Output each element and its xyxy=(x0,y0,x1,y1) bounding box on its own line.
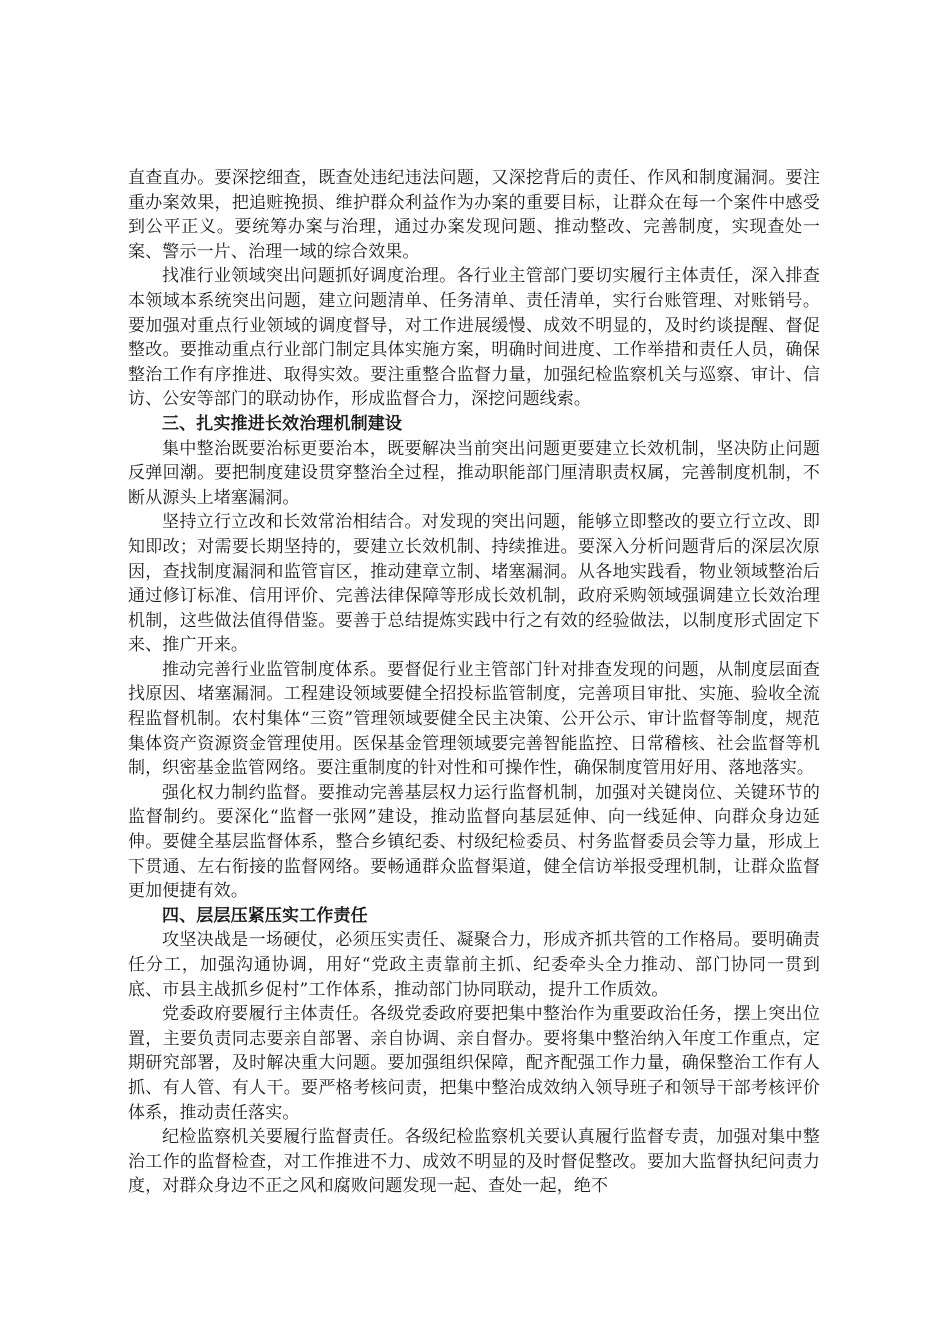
paragraph: 直查直办。要深挖细查，既查处违纪违法问题，又深挖背后的责任、作风和制度漏洞。要注重办案效果，把追赃挽损、维护群众利益作为办案的重要目标，让群众在每一个案件中感受到公平正义。要统筹办案与治理，通过办案发现问题、推动整改、完善制度，实现查处一案、警示一片、治理一域的综合效果。 xyxy=(128,168,820,262)
paragraph: 坚持立行立改和长效常治相结合。对发现的突出问题，能够立即整改的要立行立改、即知即改；对需要长期坚持的，要建立长效机制、持续推进。要深入分析问题背后的深层次原因，查找制度漏洞和监管盲区，推动建章立制、堵塞漏洞。从各地实践看，物业领域整治后通过修订标准、信用评价、完善法律保障等形成长效机制，政府采购领域强调建立长效治理机制，这些做法值得借鉴。要善于总结提炼实践中行之有效的经验做法，以制度形式固定下来、推广开来。 xyxy=(128,512,820,656)
paragraph: 推动完善行业监管制度体系。要督促行业主管部门针对排查发现的问题，从制度层面查找原因、堵塞漏洞。工程建设领域要健全招投标监管制度，完善项目审批、实施、验收全流程监督机制。农村集体“三资”管理领域要健全民主决策、公开公示、审计监督等制度，规范集体资产资源资金管理使用。医保基金管理领域要完善智能监控、日常稽核、社会监督等机制，织密基金监管网络。要注重制度的针对性和可操作性，确保制度管用好用、落地落实。 xyxy=(128,659,820,779)
section-heading: 四、层层压紧压实工作责任 xyxy=(162,905,368,926)
section-heading: 三、扎实推进长效治理机制建设 xyxy=(162,413,403,434)
paragraph: 找准行业领域突出问题抓好调度治理。各行业主管部门要切实履行主体责任，深入排查本领域本系统突出问题，建立问题清单、任务清单、责任清单，实行台账管理、对账销号。要加强对重点行业领域的调度督导，对工作进展缓慢、成效不明显的，及时约谈提醒、督促整改。要推动重点行业部门制定具体实施方案，明确时间进度、工作举措和责任人员，确保整治工作有序推进、取得实效。要注重整合监督力量，加强纪检监察机关与巡察、审计、信访、公安等部门的联动协作，形成监督合力，深挖问题线索。 xyxy=(128,266,820,410)
paragraph: 集中整治既要治标更要治本，既要解决当前突出问题更要建立长效机制，坚决防止问题反弹回潮。要把制度建设贯穿整治全过程，推动职能部门厘清职责权属，完善制度机制，不断从源头上堵塞漏洞。 xyxy=(128,438,820,508)
paragraph: 纪检监察机关要履行监督责任。各级纪检监察机关要认真履行监督专责，加强对集中整治工作的监督检查，对工作推进不力、成效不明显的及时督促整改。要加大监督执纪问责力度，对群众身边不正之风和腐败问题发现一起、查处一起，绝不 xyxy=(128,1127,820,1197)
paragraph: 攻坚决战是一场硬仗，必须压实责任、凝聚合力，形成齐抓共管的工作格局。要明确责任分工，加强沟通协调，用好“党政主责靠前主抓、纪委牵头全力推动、部门协同一贯到底、市县主战抓乡促村”工作体系，推动部门协同联动，提升工作质效。 xyxy=(128,930,820,1000)
document-body xyxy=(128,166,820,1199)
paragraph: 强化权力制约监督。要推动完善基层权力运行监督机制，加强对关键岗位、关键环节的监督制约。要深化“监督一张网”建设，推动监督向基层延伸、向一线延伸、向群众身边延伸。要健全基层监督体系，整合乡镇纪委、村级纪检委员、村务监督委员会等力量，形成上下贯通、左右衔接的监督网络。要畅通群众监督渠道，健全信访举报受理机制，让群众监督更加便捷有效。 xyxy=(128,782,820,902)
paragraph: 党委政府要履行主体责任。各级党委政府要把集中整治作为重要政治任务，摆上突出位置，主要负责同志要亲自部署、亲自协调、亲自督办。要将集中整治纳入年度工作重点，定期研究部署，及时解决重大问题。要加强组织保障，配齐配强工作力量，确保整治工作有人抓、有人管、有人干。要严格考核问责，把集中整治成效纳入领导班子和领导干部考核评价体系，推动责任落实。 xyxy=(128,1004,820,1123)
